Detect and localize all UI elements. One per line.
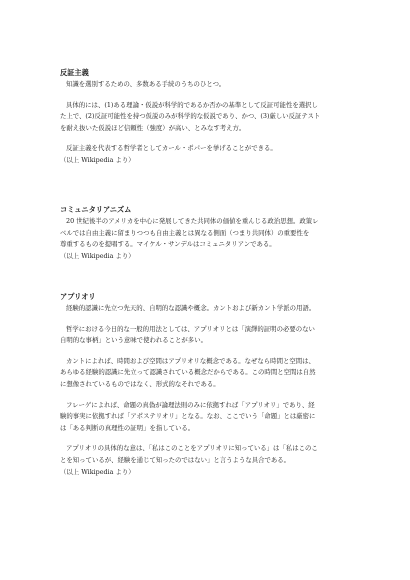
paragraph	[60, 356, 360, 391]
text-line: 自明的な事柄」という意味で使われることが多い。	[60, 336, 207, 345]
paragraph	[60, 324, 360, 347]
text-line: は「ある判断の真理性の証明」を指している。	[60, 423, 195, 432]
text-line: ベルでは自由主義に留まりつつも自由主義とは異なる側面（つまり共同体）の重要性を	[60, 228, 310, 237]
paragraph	[60, 443, 360, 466]
paragraph	[60, 303, 360, 315]
text-line: とを知っているが、経験を通じて知ったのではない」と言うような具合である。	[60, 455, 291, 464]
text-line: 哲学における今日的な一般的用法としては、アプリオリとは「演繹的証明の必要のない	[66, 324, 315, 333]
paragraph	[60, 400, 360, 435]
citation	[60, 155, 360, 167]
section-heading: 反証主義	[60, 68, 89, 77]
text-line: アプリオリの具体的な意は、「私はこのことをアプリオリに知っている」は「私はこのこ	[66, 444, 318, 453]
text-line: 知識を選別するための、多数ある手続のうちのひとつ。	[66, 80, 226, 88]
text-line: を耐え抜いた仮説ほど信頼性（強度）が高い、とみなす考え方。	[60, 123, 246, 132]
text-line: フレーゲによれば、命題の真偽が論理法則のみに依拠すれば「アプリオリ」であり、経	[66, 400, 315, 409]
section-heading: コミュニタリアニズム	[60, 205, 132, 214]
text-line: あらゆる経験的認識に先立って認識されている概念だからである。この時間と空間は自然	[60, 368, 316, 377]
text-line: 反証主義を代表する哲学者としてカール・ポパーを挙げることができる。	[66, 144, 277, 153]
citation	[60, 467, 360, 479]
text-line: 験的事実に依拠すれば「アポステリオリ」となる。なお、ここでいう「命題」とは厳密に	[60, 412, 316, 421]
paragraph	[60, 100, 360, 135]
text-line: カントによれば、時間および空間はアプリオリな概念である。なぜなら時間と空間は、	[66, 356, 315, 365]
section-communitarianism	[60, 205, 360, 262]
paragraph	[60, 79, 360, 91]
text-line: 経験的認識に先立つ先天的、自明的な認識や概念。カントおよび新カント学派の用語。	[66, 304, 316, 312]
text-line: に想像されているものではなく、形式的なそれである。	[60, 379, 220, 388]
section-falsificationism	[60, 68, 360, 167]
text-line: （以上 Wikipedia より）	[60, 467, 135, 476]
text-line: 20 世紀後半のアメリカを中心に発展してきた共同体の価値を重んじる政治思想。政策レ	[66, 217, 319, 225]
text-line: た上で、(2)反証可能性を持つ仮説のみが科学的な仮説であり、かつ、(3)厳しい反証テスト	[60, 112, 321, 121]
citation	[60, 251, 360, 263]
text-line: （以上 Wikipedia より）	[60, 155, 135, 164]
paragraph	[60, 143, 360, 155]
text-line: 尊重するものを提唱する。マイケル・サンデルはコミュニタリアンである。	[60, 240, 276, 249]
text-line: 具体的には、(1)ある理論・仮説が科学的であるか否かの基準として反証可能性を選択し	[66, 100, 318, 109]
section-a-priori	[60, 292, 360, 478]
section-heading: アプリオリ	[60, 292, 96, 301]
paragraph	[60, 216, 360, 251]
text-line: （以上 Wikipedia より）	[60, 251, 135, 260]
